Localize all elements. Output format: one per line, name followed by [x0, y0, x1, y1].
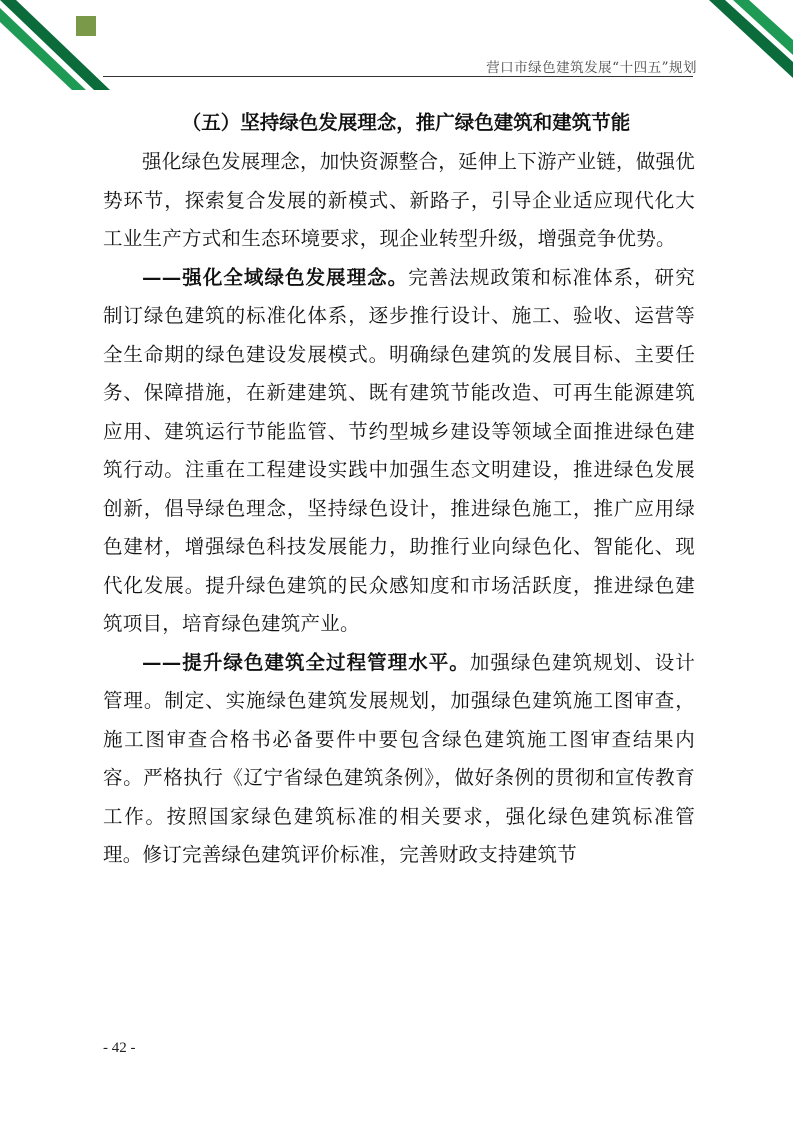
- corner-decoration-left: [0, 0, 110, 90]
- corner-decoration-right: [693, 0, 793, 90]
- page-number: - 42 -: [103, 1040, 136, 1056]
- paragraph-lead: ——提升绿色建筑全过程管理水平。: [142, 650, 470, 674]
- paragraph-text: 强化绿色发展理念，加快资源整合，延伸上下游产业链，做强优势环节，探索复合发展的新模式、新路子，引导企业适应现代化大工业生产方式和生态环境要求，现企业转型升级，增强竞争优势。: [103, 150, 696, 250]
- document-header-title: 营口市绿色建筑发展“十四五”规划: [486, 60, 697, 76]
- header-divider: [103, 76, 693, 77]
- paragraph-text: 完善法规政策和标准体系，研究制订绿色建筑的标准化体系，逐步推行设计、施工、验收、运营等全生命期的绿色建设发展模式。明确绿色建筑的发展目标、主要任务、保障措施，在新建建筑、既有建筑节能改造、可再生能源建筑应用、建筑运行节能监管、节约型城乡建设等领域全面推进绿色建筑行动。注重在工程建设实践中加强生态文明建设，推进绿色发展创新，倡导绿色理念，坚持绿色设计，推进绿色施工，推广应用绿色建材，增强绿色科技发展能力，助推行业向绿色化、智能化、现代化发展。提升绿色建筑的民众感知度和市场活跃度，推进绿色建筑项目，培育绿色建筑产业。: [103, 265, 695, 635]
- green-square-icon: [76, 16, 96, 36]
- paragraph-management: [103, 644, 695, 875]
- paragraph-green-concept: [103, 259, 695, 644]
- paragraph-text: 加强绿色建筑规划、设计管理。制定、实施绿色建筑发展规划，加强绿色建筑施工图审查，施工图审查合格书必备要件中要包含绿色建筑施工图审查结果内容。严格执行《辽宁省绿色建筑条例》，做好条例的贯彻和宣传教育工作。按照国家绿色建筑标准的相关要求，强化绿色建筑标准管理。修订完善绿色建筑评价标准，完善财政支持建筑节: [103, 650, 695, 866]
- section-heading: （五）坚持绿色发展理念，推广绿色建筑和建筑节能: [181, 111, 631, 134]
- paragraph-intro: [103, 143, 695, 259]
- paragraph-lead: ——强化全域绿色发展理念。: [142, 265, 409, 289]
- page-body: [103, 103, 695, 875]
